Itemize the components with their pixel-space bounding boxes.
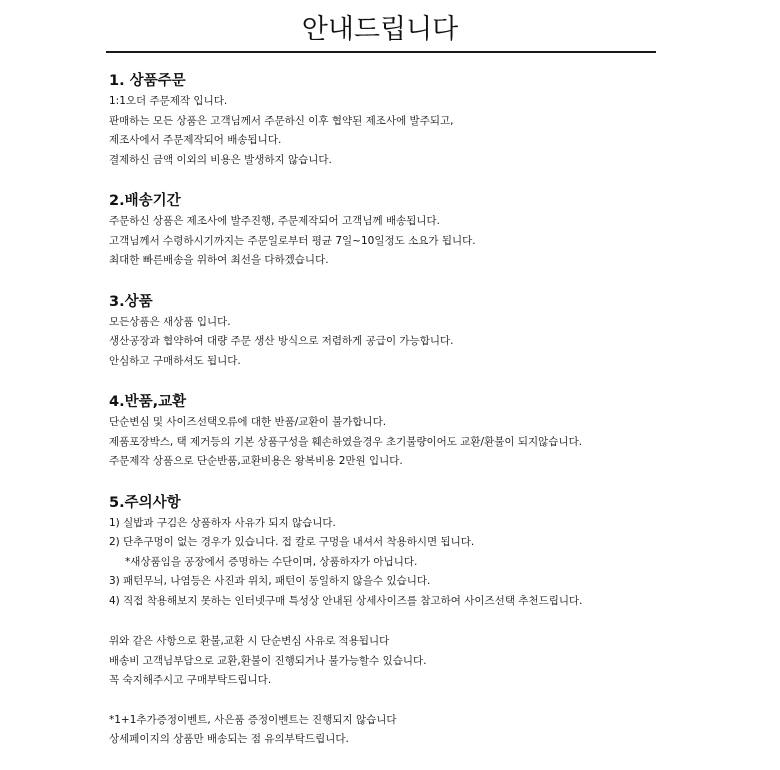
title-divider xyxy=(106,51,656,53)
event-notice xyxy=(109,711,769,750)
section-product xyxy=(109,292,769,372)
section-heading: 1. 상품주문 xyxy=(109,73,186,89)
section-return-exchange xyxy=(109,392,769,472)
section-text-line: 단순변심 및 사이즈선택오류에 대한 반품/교환이 불가합니다. xyxy=(109,416,387,428)
section-text-line: 제품포장박스, 택 제거등의 기본 상품구성을 훼손하였을경우 초기불량이어도 교환/환불이 되지않습니다. xyxy=(109,435,583,448)
section-text-line: 결제하신 금액 이외의 비용은 발생하지 않습니다. xyxy=(109,153,332,166)
notice-text-line: 꼭 숙지해주시고 구매부탁드립니다. xyxy=(109,674,272,686)
section-text-line: 제조사에서 주문제작되어 배송됩니다. xyxy=(109,134,282,146)
section-heading: 3.상품 xyxy=(109,293,153,310)
refund-notice xyxy=(109,632,769,691)
notice-content xyxy=(109,71,769,770)
section-text-line: 주문제작 상품으로 단순반품,교환비용은 왕복비용 2만원 입니다. xyxy=(109,455,403,467)
section-heading: 4.반품,교환 xyxy=(109,394,187,410)
section-text-line: 안심하고 구매하셔도 됩니다. xyxy=(109,354,241,367)
section-text-line: 주문하신 상품은 제조사에 발주진행, 주문제작되어 고객님께 배송됩니다. xyxy=(109,215,440,227)
section-heading: 5.주의사항 xyxy=(109,494,181,511)
notice-text-line: 배송비 고객님부담으로 교환,환불이 진행되거나 불가능할수 있습니다. xyxy=(109,654,427,667)
page-title: 안내드립니다 xyxy=(301,14,459,45)
section-text-line: 1:1오더 주문제작 입니다. xyxy=(109,95,228,107)
section-order xyxy=(109,71,769,170)
notice-text-line: 상세페이지의 상품만 배송되는 점 유의부탁드립니다. xyxy=(109,733,349,745)
section-text-line: 1) 실밥과 구김은 상품하자 사유가 되지 않습니다. xyxy=(109,516,336,529)
section-text-line: 3) 패턴무늬, 나염등은 사진과 위치, 패턴이 동일하지 않을수 있습니다. xyxy=(109,575,431,587)
notice-text-line: *1+1추가증정이벤트, 사은품 증정이벤트는 진행되지 않습니다 xyxy=(109,713,397,726)
section-text-line: 판매하는 모든 상품은 고객님께서 주문하신 이후 협약된 제조사에 발주되고, xyxy=(109,114,454,127)
section-text-line: 고객님께서 수령하시기까지는 주문일로부터 평균 7일~10일정도 소요가 됩니다. xyxy=(109,234,476,247)
section-text-line: 모든상품은 새상품 입니다. xyxy=(109,315,231,328)
section-precautions xyxy=(109,493,769,612)
section-text-line: 최대한 빠른배송을 위하여 최선을 다하겠습니다. xyxy=(109,254,329,266)
notice-text-line: 위와 같은 사항으로 환불,교환 시 단순변심 사유로 적용됩니다 xyxy=(109,635,390,647)
section-delivery-period xyxy=(109,191,769,271)
section-text-line: *새상품임을 공장에서 증명하는 수단이며, 상품하자가 아닙니다. xyxy=(125,555,418,568)
section-text-line: 생산공장과 협약하여 대량 주문 생산 방식으로 저렴하게 공급이 가능합니다. xyxy=(109,335,454,347)
section-text-line: 2) 단추구멍이 없는 경우가 있습니다. 접 칼로 구멍을 내셔서 착용하시면 됩니다. xyxy=(109,536,475,548)
section-heading: 2.배송기간 xyxy=(109,193,181,209)
section-text-line: 4) 직접 착용해보지 못하는 인터넷구매 특성상 안내된 상세사이즈를 참고하여 사이즈선택 추천드립니다. xyxy=(109,594,583,607)
